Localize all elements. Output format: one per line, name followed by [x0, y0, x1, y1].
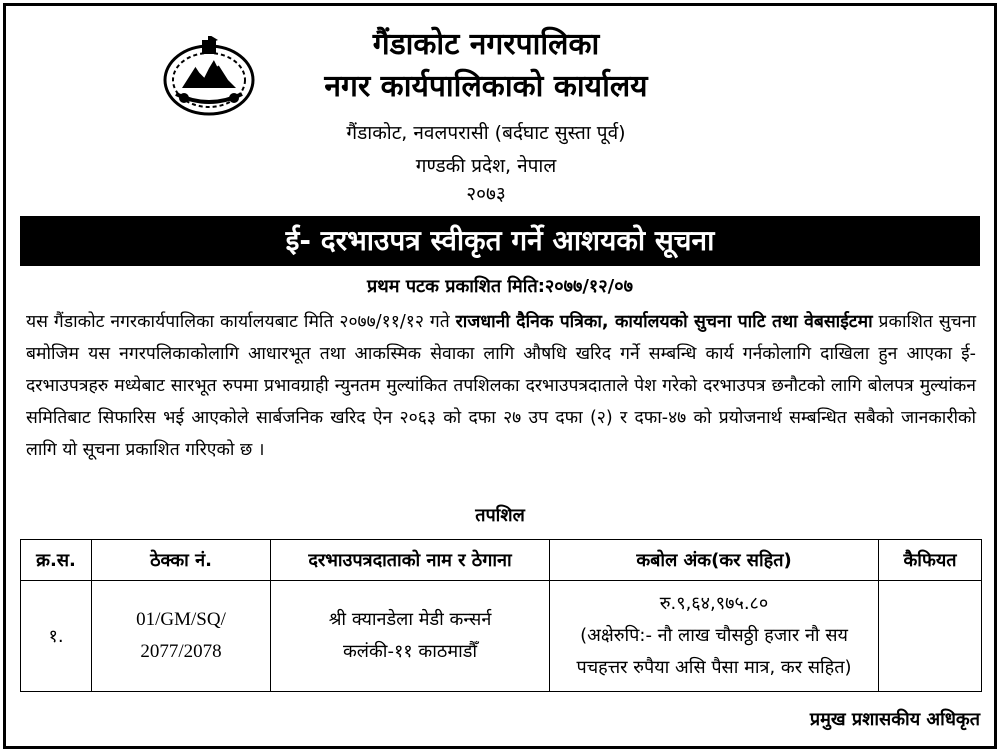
year-label: २०७३: [466, 183, 506, 205]
notice-title: ई- दरभाउपत्र स्वीकृत गर्ने आशयको सूचना: [20, 216, 980, 266]
contract-no-line-2: 2077/2078: [140, 641, 222, 662]
header-amount: कबोल अंक(कर सहित): [550, 540, 879, 581]
office-name: गैंडाकोट नगरपालिका: [372, 27, 600, 62]
notice-page: [3, 3, 997, 749]
cell-amount: [550, 581, 879, 692]
cell-sn: १.: [21, 581, 92, 692]
table-row: [21, 581, 982, 692]
bidder-address: कलंकी-११ काठमाडौँ: [342, 641, 478, 662]
address-line-1: गैंडाकोट, नवलपरासी (बर्दघाट सुस्ता पूर्व): [346, 122, 626, 144]
address-line-2: गण्डकी प्रदेश, नेपाल: [415, 155, 557, 177]
header-bidder: दरभाउपत्रदाताको नाम र ठेगाना: [271, 540, 550, 581]
amount-words-line-2: पचहत्तर रुपैया असि पैसा मात्र, कर सहित): [576, 657, 852, 678]
office-type: नगर कार्यपालिकाको कार्यालय: [324, 69, 648, 104]
header-remarks: कैफियत: [879, 540, 982, 581]
table-header-row: [21, 540, 982, 581]
amount-value: रु.९,६४,९७५.८०: [659, 593, 769, 614]
cell-contract-no: [92, 581, 271, 692]
header-sn: क्र.स.: [21, 540, 92, 581]
contract-no-line-1: 01/GM/SQ/: [136, 609, 226, 630]
nepal-emblem-icon: [162, 36, 256, 118]
notice-body-part-2: प्रकाशित सुचना बमोजिम यस नगरपलिकाकोलागि आधारभूत तथा आकस्मिक सेवाका लागि औषधि खरिद गर्ने सम्बन्धि कार्य गर्नकोलागि दाखिला हुन आएका ई-दरभाउपत्रहरु मध्येबाट सारभूत रुपमा प्रभावग्राही न्युनतम मुल्यांकित तपशिलका दरभाउपत्रदाताले पेश गरेको दरभाउपत्र छनौटको लागि बोलपत्र मुल्यांकन समितिबाट सिफारिस भई आएकोले सार्बजनिक खरिद ऐन २०६३ को दफा २७ उप दफा (२) र दफा-४७ को प्रयोजनार्थ सम्बन्धित सबैको जानकारीको लागि यो सूचना प्रकाशित गरिएको छ ।: [26, 312, 977, 460]
amount-words-line-1: (अक्षेरुपि:- नौ लाख चौसठ्ठी हजार नौ सय: [580, 625, 848, 646]
schedule-label: तपशिल: [475, 505, 525, 526]
notice-body-bold: राजधानी दैनिक पत्रिका, कार्यालयको सुचना पाटि तथा वेबसाईटमा: [455, 312, 873, 332]
signer-title: प्रमुख प्रशासकीय अधिकृत: [809, 709, 980, 730]
cell-bidder: [271, 581, 550, 692]
bid-table: [20, 539, 982, 692]
publish-date: प्रथम पटक प्रकाशित मिति:२०७७/१२/०७: [367, 276, 633, 297]
bidder-name: श्री क्यानडेला मेडी कन्सर्न: [328, 609, 492, 630]
cell-remarks: [879, 581, 982, 692]
header-contract-no: ठेक्का नं.: [92, 540, 271, 581]
notice-body-part-1: यस गैंडाकोट नगरकार्यपालिका कार्यालयबाट मिति २०७७/११/१२ गते: [26, 312, 456, 332]
notice-body: [26, 306, 976, 466]
